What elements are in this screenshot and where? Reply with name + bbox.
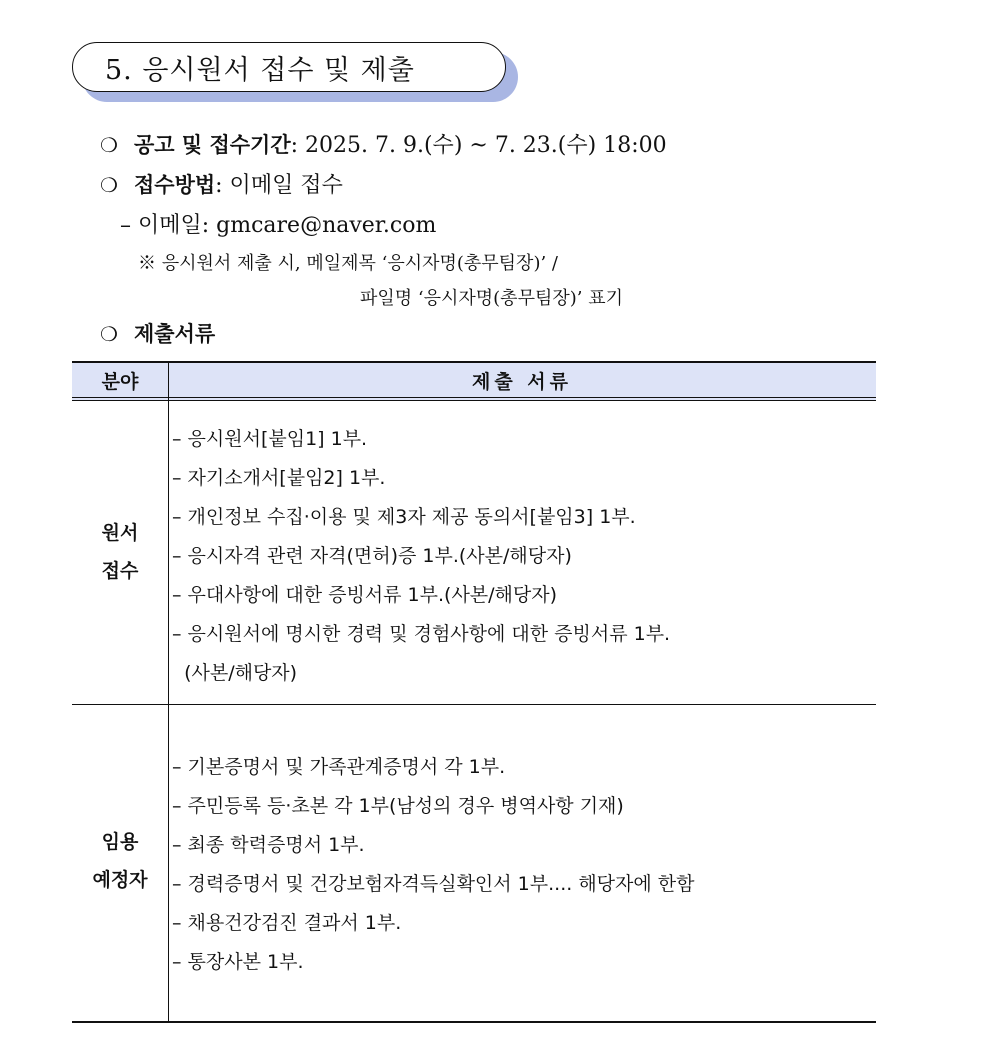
header-divider [168,361,169,401]
list-item: (사본/해당자) [172,662,298,684]
section-title-text: 5. 응시원서 접수 및 제출 [105,54,415,86]
table-bottom-border [72,1021,876,1023]
list-item: – 최종 학력증명서 1부. [172,834,365,856]
method-line [100,168,343,199]
category-line: 접수 [101,560,139,582]
list-item: – 채용건강검진 결과서 1부. [172,912,402,934]
circle-bullet-icon: ❍ [100,133,118,157]
table-row-category [72,514,168,590]
documents-heading: 제출서류 [134,322,216,346]
period-value: : 2025. 7. 9.(수) ~ 7. 23.(수) 18:00 [290,133,667,158]
table-header [72,361,876,401]
list-item: – 주민등록 등·초본 각 1부(남성의 경우 병역사항 기재) [172,795,624,817]
list-item: – 응시원서[붙임1] 1부. [172,428,368,450]
method-value: : 이메일 접수 [215,173,343,198]
category-line: 임용 [101,831,139,853]
email-label: – 이메일: [120,213,217,238]
list-item: – 개인정보 수집·이용 및 제3자 제공 동의서[붙임3] 1부. [172,506,636,528]
table-row-category [72,823,168,899]
documents-heading-line [100,318,215,348]
list-item: – 경력증명서 및 건강보험자격득실확인서 1부.... 해당자에 한함 [172,873,695,895]
section-title [72,42,506,92]
category-line: 예정자 [92,869,148,891]
list-item: – 통장사본 1부. [172,951,304,973]
list-item: – 자기소개서[붙임2] 1부. [172,467,386,489]
email-address[interactable]: gmcare@naver.com [216,213,437,238]
category-line: 원서 [101,522,139,544]
column-divider [168,401,169,1022]
header-category: 분야 [101,370,139,393]
row-divider [72,704,876,705]
method-label: 접수방법 [134,173,216,197]
note-line-2: 파일명 ‘응시자명(총무팀장)’ 표기 [360,288,623,309]
circle-bullet-icon: ❍ [100,173,118,197]
email-line [120,208,436,239]
circle-bullet-icon: ❍ [100,322,118,346]
period-label: 공고 및 접수기간 [134,133,291,157]
list-item: – 기본증명서 및 가족관계증명서 각 1부. [172,756,506,778]
note-line-1: ※ 응시원서 제출 시, 메일제목 ‘응시자명(총무팀장)’ / [138,253,558,274]
list-item: – 응시원서에 명시한 경력 및 경험사항에 대한 증빙서류 1부. [172,623,671,645]
list-item: – 우대사항에 대한 증빙서류 1부.(사본/해당자) [172,584,558,606]
list-item: – 응시자격 관련 자격(면허)증 1부.(사본/해당자) [172,545,572,567]
header-documents: 제출 서류 [471,370,573,393]
period-line [100,128,667,159]
